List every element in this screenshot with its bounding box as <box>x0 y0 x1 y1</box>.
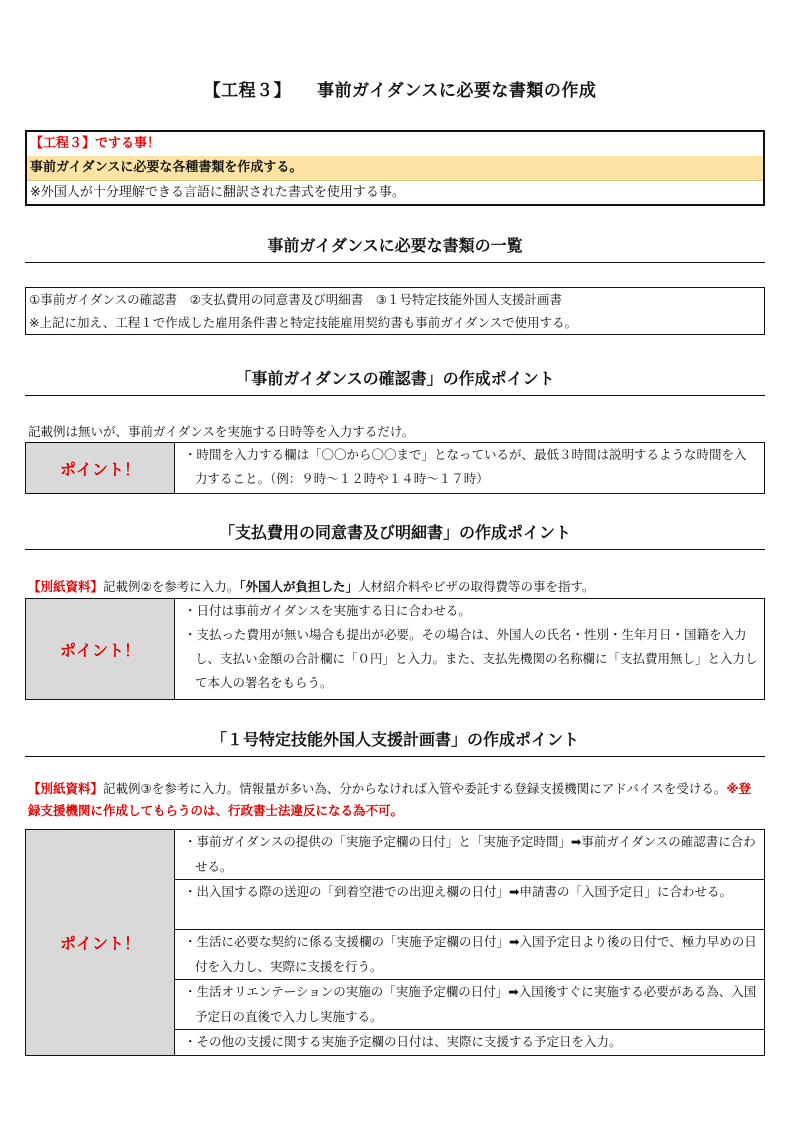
section1-point-1: ・時間を入力する欄は「〇〇から〇〇まで」となっているが、最低３時間は説明するような時間を入力すること。（例：９時～１２時や１４時～１７時） <box>184 447 747 486</box>
section2-title: 「支払費用の同意書及び明細書」の作成ポイント <box>25 522 765 550</box>
section3-intro-tag: 【別紙資料】 <box>28 781 104 796</box>
doc-list-line2: ※上記に加え、工程１で作成した雇用条件書と特定技能雇用契約書も事前ガイダンスで使用する。 <box>29 315 578 330</box>
section3-intro-warning: ※登録支援機関に作成してもらうのは、行政書士法違反になる為不可。 <box>28 781 752 818</box>
doc-list-box <box>25 287 765 335</box>
section3-point-row <box>175 830 765 880</box>
title-step: 【工程３】 <box>203 81 292 101</box>
section3-point-table <box>25 829 765 1056</box>
section3-point-4: ・生活オリエンテーションの実施の「実施予定欄の日付」➡入国後すぐに実施する必要がある為、入国予定日の直後で入力し実施する。 <box>184 984 757 1024</box>
section1-point-cell <box>175 443 765 494</box>
section3-point-3: ・生活に必要な契約に係る支援欄の「実施予定欄の日付」➡入国予定日より後の日付で、極力早めの日付を入力し、実際に支援を行う。 <box>184 934 757 974</box>
section1-point-table <box>25 442 765 494</box>
section3-point-2: ・出入国する際の送迎の「到着空港での出迎え欄の日付」➡申請書の「入国予定日」に合わせる。 <box>184 884 732 899</box>
page-title <box>0 76 800 101</box>
doc-list-line1: ①事前ガイダンスの確認書 ②支払費用の同意書及び明細書 ③１号特定技能外国人支援計画書 <box>29 292 562 307</box>
section2-intro-b: 人材紹介料やビザの取得費等の事を指す。 <box>358 579 595 594</box>
doc-list-title: 事前ガイダンスに必要な書類の一覧 <box>25 235 765 263</box>
section2-point-2: ・支払った費用が無い場合も提出が必要。その場合は、外国人の氏名・性別・生年月日・国籍を入力し、支払い金額の合計欄に「０円」と入力。また、支払先機関の名称欄に「支払費用無し」と入力して本人の署名をもらう。 <box>184 627 758 690</box>
section2-intro <box>28 577 595 595</box>
section2-intro-tag: 【別紙資料】 <box>28 579 104 594</box>
todo-box <box>25 130 765 206</box>
section2-point-cell <box>175 599 765 700</box>
todo-highlight: 事前ガイダンスに必要な各種書類を作成する。 <box>27 156 763 181</box>
section3-intro <box>28 778 763 822</box>
todo-heading: 【工程３】でする事！ <box>30 136 161 151</box>
section1-intro: 記載例は無いが、事前ガイダンスを実施する日時等を入力するだけ。 <box>28 424 415 439</box>
section3-intro-a: 記載例③を参考に入力。情報量が多い為、分からなければ入管や委託する登録支援機関にアドバイスを受ける。 <box>103 781 727 796</box>
section2-point-table <box>25 598 765 700</box>
section3-point-row <box>175 880 765 930</box>
section1-title: 「事前ガイダンスの確認書」の作成ポイント <box>25 368 765 396</box>
section2-intro-a: 記載例②を参考に入力。 <box>103 579 240 594</box>
section2-point-1: ・日付は事前ガイダンスを実施する日に合わせる。 <box>184 603 471 618</box>
section2-intro-bold: 「外国人が負担した」 <box>239 579 358 594</box>
section3-point-row <box>175 930 765 980</box>
section3-point-row <box>175 980 765 1030</box>
section3-title: 「１号特定技能外国人支援計画書」の作成ポイント <box>25 729 765 757</box>
todo-note: ※外国人が十分理解できる言語に翻訳された書式を使用する事。 <box>30 185 405 200</box>
section3-point-row <box>175 1030 765 1056</box>
section3-point-label: ポイント！ <box>26 830 175 1056</box>
section1-point-label: ポイント！ <box>26 443 175 494</box>
section3-point-5: ・その他の支援に関する実施予定欄の日付は、実際に支援する予定日を入力。 <box>184 1034 622 1049</box>
title-text: 事前ガイダンスに必要な書類の作成 <box>317 81 597 101</box>
section2-point-label: ポイント！ <box>26 599 175 700</box>
section3-point-1: ・事前ガイダンスの提供の「実施予定欄の日付」と「実施予定時間」➡事前ガイダンスの確認書に合わせる。 <box>184 834 756 874</box>
